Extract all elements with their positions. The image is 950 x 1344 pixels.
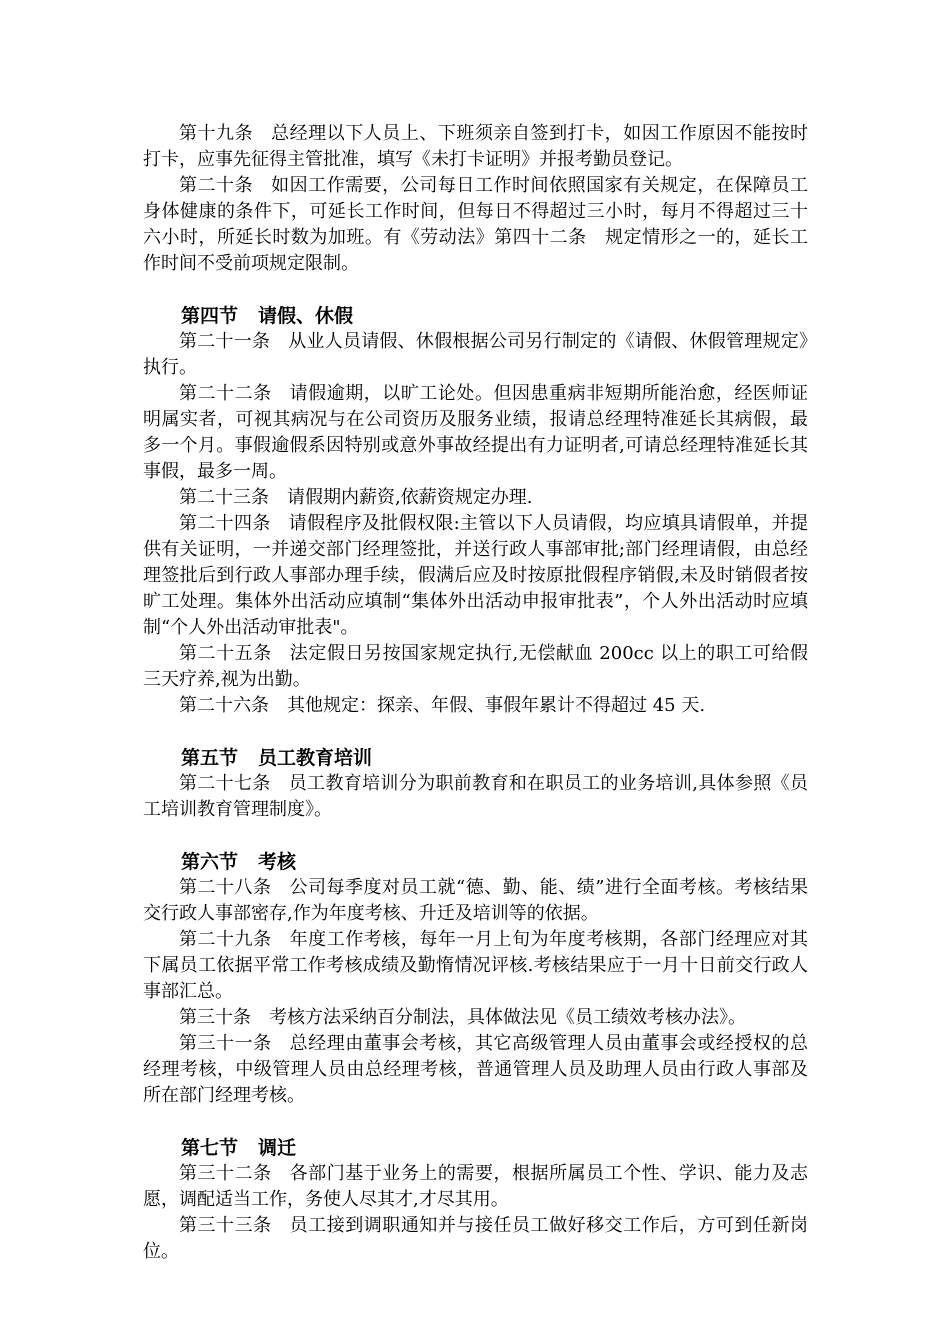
section-title: 请假、休假 (258, 305, 354, 327)
section-number: 第七节 (181, 1137, 239, 1159)
article-text: 请假逾期，以旷工论处。但因患重病非短期所能治愈，经医师证明属实者，可视其病况与在公司资历及服务业绩，报请总经理特准延长其病假，最多一个月。事假逾假系因特别或意外事故经提出有力证明者,可请总经理特准延长其事假，最多一周。 (143, 383, 808, 482)
section-gap (143, 1109, 808, 1135)
section-number: 第四节 (181, 305, 239, 327)
article-paragraph (143, 875, 808, 927)
article-paragraph (143, 1031, 808, 1109)
article-paragraph (143, 1213, 808, 1265)
article-number: 第十九条 (179, 123, 254, 144)
article-text: 公司每季度对员工就“德、勤、能、绩”进行全面考核。考核结果交行政人事部密存,作为年度考核、升迁及培训等的依据。 (143, 877, 808, 924)
article-text: 法定假日另按国家规定执行,无偿献血 200cc 以上的职工可给假三天疗养,视为出勤。 (143, 643, 808, 690)
section-title: 考核 (258, 851, 297, 873)
article-number: 第三十条 (179, 1007, 251, 1028)
article-paragraph (143, 511, 808, 641)
article-number: 第二十七条 (179, 773, 271, 794)
section-heading (143, 849, 808, 875)
article-paragraph (143, 1005, 808, 1031)
article-paragraph (143, 121, 808, 173)
article-number: 第二十五条 (179, 643, 272, 664)
article-text: 其他规定：探亲、年假、事假年累计不得超过 45 天. (287, 695, 706, 716)
article-number: 第二十三条 (179, 487, 269, 508)
section-number: 第五节 (181, 747, 239, 769)
article-text: 员工接到调职通知并与接任员工做好移交工作后，方可到任新岗位。 (143, 1215, 808, 1262)
article-paragraph (143, 485, 808, 511)
article-number: 第二十条 (179, 175, 254, 196)
section-heading (143, 1135, 808, 1161)
section-number: 第六节 (181, 851, 239, 873)
article-text: 总经理由董事会考核，其它高级管理人员由董事会或经授权的总经理考核，中级管理人员由总经理考核，普通管理人员及助理人员由行政人事部及所在部门经理考核。 (143, 1033, 808, 1106)
article-text: 员工教育培训分为职前教育和在职员工的业务培训,具体参照《员工培训教育管理制度》。 (143, 773, 809, 820)
document-body (143, 121, 808, 1265)
article-paragraph (143, 1161, 808, 1213)
section-heading (143, 745, 808, 771)
article-text: 考核方法采纳百分制法，具体做法见《员工绩效考核办法》。 (269, 1007, 746, 1028)
article-text: 请假期内薪资,依薪资规定办理. (287, 487, 533, 508)
article-number: 第二十二条 (179, 383, 272, 404)
section-gap (143, 719, 808, 745)
article-paragraph (143, 329, 808, 381)
article-text: 各部门基于业务上的需要，根据所属员工个性、学识、能力及志愿，调配适当工作，务使人尽其才,才尽其用。 (143, 1163, 808, 1210)
article-number: 第二十四条 (179, 513, 271, 534)
article-text: 从业人员请假、休假根据公司另行制定的《请假、休假管理规定》执行。 (143, 331, 809, 378)
article-text: 如因工作需要，公司每日工作时间依照国家有关规定，在保障员工身体健康的条件下，可延长工作时间，但每日不得超过三小时，每月不得超过三十六小时，所延长时数为加班。有《劳动法》第四十二条 规定情形之一的，延长工作时间不受前项规定限制。 (143, 175, 808, 274)
article-text: 请假程序及批假权限:主管以下人员请假，均应填具请假单，并提供有关证明，一并递交部门经理签批，并送行政人事部审批;部门经理请假，由总经理签批后到行政人事部办理手续，假满后应及时按原批假程序销假,未及时销假者按旷工处理。集体外出活动应填制“集体外出活动申报审批表”，个人外出活动时应填制“个人外出活动审批表"。 (143, 513, 809, 638)
section-title: 员工教育培训 (258, 747, 373, 769)
article-number: 第二十六条 (179, 695, 269, 716)
article-number: 第二十九条 (179, 929, 272, 950)
article-number: 第二十一条 (179, 331, 271, 352)
section-heading (143, 303, 808, 329)
article-paragraph (143, 927, 808, 1005)
article-paragraph (143, 173, 808, 277)
article-number: 第三十三条 (179, 1215, 272, 1236)
article-number: 第二十八条 (179, 877, 272, 898)
section-title: 调迁 (258, 1137, 297, 1159)
article-number: 第三十一条 (179, 1033, 272, 1054)
article-text: 年度工作考核，每年一月上旬为年度考核期，各部门经理应对其下属员工依据平常工作考核成绩及勤惰情况评核.考核结果应于一月十日前交行政人事部汇总。 (143, 929, 808, 1002)
article-number: 第三十二条 (179, 1163, 272, 1184)
article-text: 总经理以下人员上、下班须亲自签到打卡，如因工作原因不能按时打卡，应事先征得主管批准，填写《未打卡证明》并报考勤员登记。 (143, 123, 808, 170)
section-gap (143, 277, 808, 303)
section-gap (143, 823, 808, 849)
article-paragraph (143, 771, 808, 823)
article-paragraph (143, 641, 808, 693)
article-paragraph (143, 693, 808, 719)
article-paragraph (143, 381, 808, 485)
